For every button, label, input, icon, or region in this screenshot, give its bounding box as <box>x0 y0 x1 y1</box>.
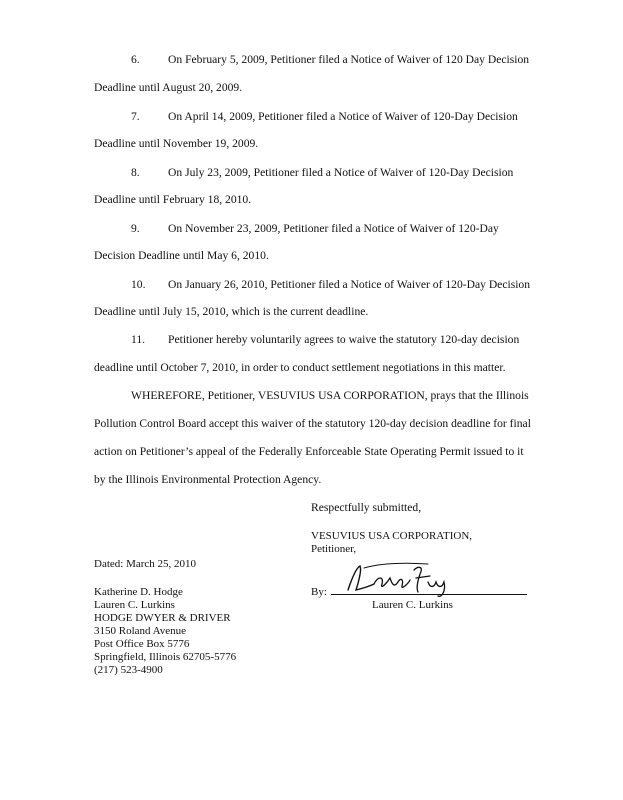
counsel-line-5: Post Office Box 5776 <box>94 638 190 650</box>
counsel-line-7: (217) 523-4900 <box>94 664 163 676</box>
paragraph-number-7: 7. <box>131 110 140 123</box>
paragraph-number-6: 6. <box>131 53 140 66</box>
paragraph-10-line-1: On January 26, 2010, Petitioner filed a Notice of Waiver of 120-Day Decision <box>168 278 531 291</box>
paragraph-6-line-2: Deadline until August 20, 2009. <box>94 81 243 94</box>
paragraph-number-9: 9. <box>131 222 140 235</box>
paragraph-10-line-2: Deadline until July 15, 2010, which is the current deadline. <box>94 305 369 318</box>
counsel-line-1: Katherine D. Hodge <box>94 586 183 598</box>
date-line: Dated: March 25, 2010 <box>94 558 197 570</box>
by-label: By: <box>311 586 327 598</box>
wherefore-line-2: Pollution Control Board accept this waiver of the statutory 120-day decision deadline for final <box>94 417 531 430</box>
paragraph-number-10: 10. <box>131 278 146 291</box>
paragraph-6-line-1: On February 5, 2009, Petitioner filed a Notice of Waiver of 120 Day Decision <box>168 53 530 66</box>
wherefore-line-4: by the Illinois Environmental Protection Agency. <box>94 473 322 486</box>
paragraph-7-line-2: Deadline until November 19, 2009. <box>94 137 259 150</box>
signer-name: Lauren C. Lurkins <box>372 599 453 611</box>
counsel-line-2: Lauren C. Lurkins <box>94 599 175 611</box>
paragraph-number-11: 11. <box>131 333 146 346</box>
paragraph-8-line-1: On July 23, 2009, Petitioner filed a Notice of Waiver of 120-Day Decision <box>168 166 514 179</box>
wherefore-line-3: action on Petitioner’s appeal of the Federally Enforceable State Operating Permit issued to it <box>94 445 524 458</box>
counsel-line-4: 3150 Roland Avenue <box>94 625 187 637</box>
respectfully-submitted: Respectfully submitted, <box>311 501 422 514</box>
petitioner-role: Petitioner, <box>311 543 357 555</box>
company-name: VESUVIUS USA CORPORATION, <box>311 530 473 542</box>
paragraph-8-line-2: Deadline until February 18, 2010. <box>94 193 252 206</box>
wherefore-line-1: WHEREFORE, Petitioner, VESUVIUS USA CORPORATION, prays that the Illinois <box>131 389 529 402</box>
paragraph-7-line-1: On April 14, 2009, Petitioner filed a Notice of Waiver of 120-Day Decision <box>168 110 518 123</box>
paragraph-9-line-1: On November 23, 2009, Petitioner filed a Notice of Waiver of 120-Day <box>168 222 499 235</box>
signature-line <box>331 594 527 595</box>
counsel-line-6: Springfield, Illinois 62705-5776 <box>94 651 237 663</box>
paragraph-11-line-1: Petitioner hereby voluntarily agrees to waive the statutory 120-day decision <box>168 333 520 346</box>
paragraph-number-8: 8. <box>131 166 140 179</box>
paragraph-11-line-2: deadline until October 7, 2010, in order to conduct settlement negotiations in this matter. <box>94 361 506 374</box>
counsel-line-3: HODGE DWYER & DRIVER <box>94 612 231 624</box>
paragraph-9-line-2: Decision Deadline until May 6, 2010. <box>94 249 269 262</box>
